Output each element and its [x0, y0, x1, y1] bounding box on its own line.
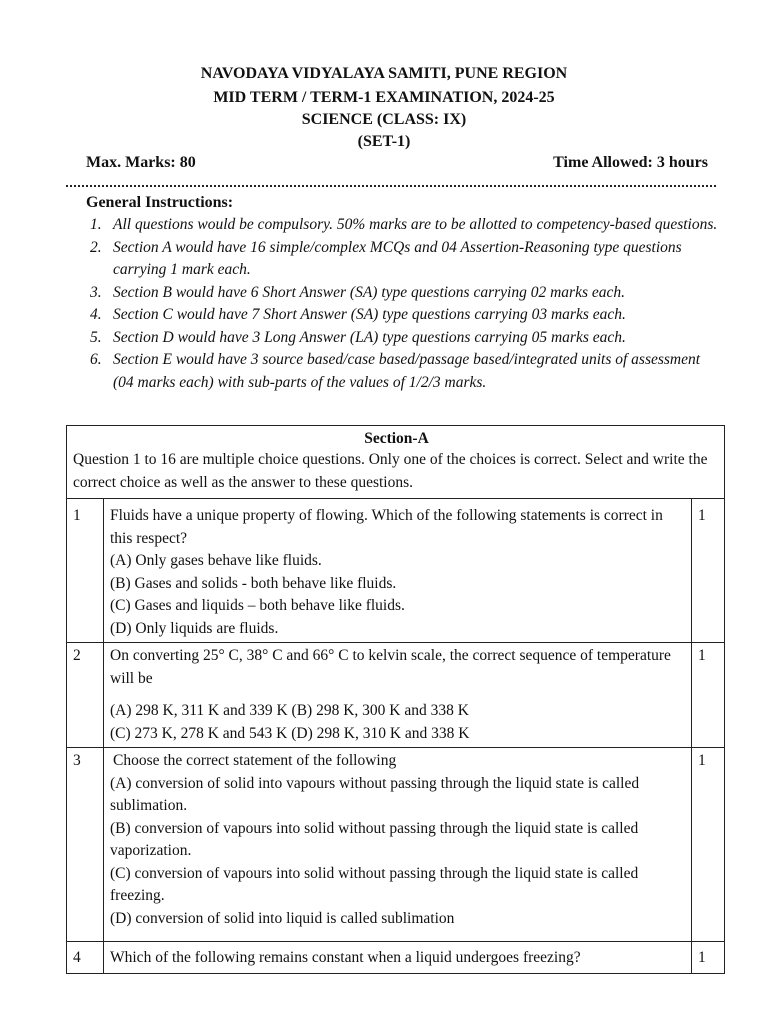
dotted-divider	[66, 185, 716, 187]
question-body	[104, 942, 692, 974]
question-number: 4	[67, 942, 104, 974]
section-header-row	[67, 426, 725, 499]
question-option: (A) 298 K, 311 K and 339 K (B) 298 K, 300 K and 338 K	[110, 702, 469, 719]
header-exam-title: MID TERM / TERM-1 EXAMINATION, 2024-25	[213, 89, 555, 106]
question-marks: 1	[692, 499, 725, 643]
general-instructions-list	[86, 214, 718, 394]
general-instructions-title: General Instructions:	[86, 194, 234, 211]
instruction-item: 3. Section B would have 6 Short Answer (SA) type questions carrying 02 marks each.	[90, 283, 625, 301]
question-body	[104, 499, 692, 643]
question-number: 2	[67, 643, 104, 748]
question-row	[67, 748, 725, 942]
question-text: On converting 25° C, 38° C and 66° C to kelvin scale, the correct sequence of temperature will be	[110, 647, 671, 687]
question-option: (B) conversion of vapours into solid without passing through the liquid state is called vaporization.	[110, 819, 639, 859]
question-option: (A) conversion of solid into vapours without passing through the liquid state is called sublimation.	[110, 774, 640, 814]
question-option: (C) Gases and liquids – both behave like fluids.	[110, 597, 405, 614]
instruction-item: 1. All questions would be compulsory. 50% marks are to be allotted to competency-based questions.	[90, 216, 718, 233]
question-body	[104, 643, 692, 748]
max-marks: Max. Marks: 80	[86, 154, 196, 171]
question-table	[66, 425, 725, 974]
question-row	[67, 942, 725, 974]
header-organization: NAVODAYA VIDYALAYA SAMITI, PUNE REGION	[200, 65, 568, 82]
header-subject: SCIENCE (CLASS: IX)	[301, 111, 467, 128]
question-option: (C) 273 K, 278 K and 543 K (D) 298 K, 310 K and 338 K	[110, 724, 470, 742]
question-row	[67, 643, 725, 748]
question-option: (C) conversion of vapours into solid without passing through the liquid state is called freezing.	[110, 864, 639, 904]
question-body	[104, 748, 692, 942]
question-text: Which of the following remains constant when a liquid undergoes freezing?	[110, 949, 581, 966]
question-marks: 1	[692, 942, 725, 974]
question-option: (B) Gases and solids - both behave like fluids.	[110, 574, 397, 592]
question-marks: 1	[692, 748, 725, 942]
time-allowed: Time Allowed: 3 hours	[553, 154, 708, 171]
instruction-item: 6. Section E would have 3 source based/case based/passage based/integrated units of assessment (04 marks each) with sub-parts of the values of 1/2/3 marks.	[90, 351, 701, 391]
question-text: Fluids have a unique property of flowing. Which of the following statements is correct in this respect?	[110, 507, 663, 547]
section-title: Section-A	[364, 430, 429, 447]
question-marks: 1	[692, 643, 725, 748]
instruction-item: 4. Section C would have 7 Short Answer (SA) type questions carrying 03 marks each.	[90, 306, 626, 323]
question-text: Choose the correct statement of the following	[113, 752, 397, 769]
instruction-item: 2. Section A would have 16 simple/complex MCQs and 04 Assertion-Reasoning type questions carrying 1 mark each.	[90, 238, 682, 278]
header-set: (SET-1)	[357, 133, 411, 150]
question-row	[67, 499, 725, 643]
instruction-item: 5. Section D would have 3 Long Answer (LA) type questions carrying 05 marks each.	[90, 328, 626, 346]
question-number: 1	[67, 499, 104, 643]
question-number: 3	[67, 748, 104, 942]
question-option: (A) Only gases behave like fluids.	[110, 552, 322, 569]
question-option: (D) conversion of solid into liquid is called sublimation	[110, 909, 455, 927]
section-instruction: Question 1 to 16 are multiple choice questions. Only one of the choices is correct. Select and write the correct choice as well as the answer to these questions.	[73, 451, 708, 491]
question-option: (D) Only liquids are fluids.	[110, 619, 279, 637]
